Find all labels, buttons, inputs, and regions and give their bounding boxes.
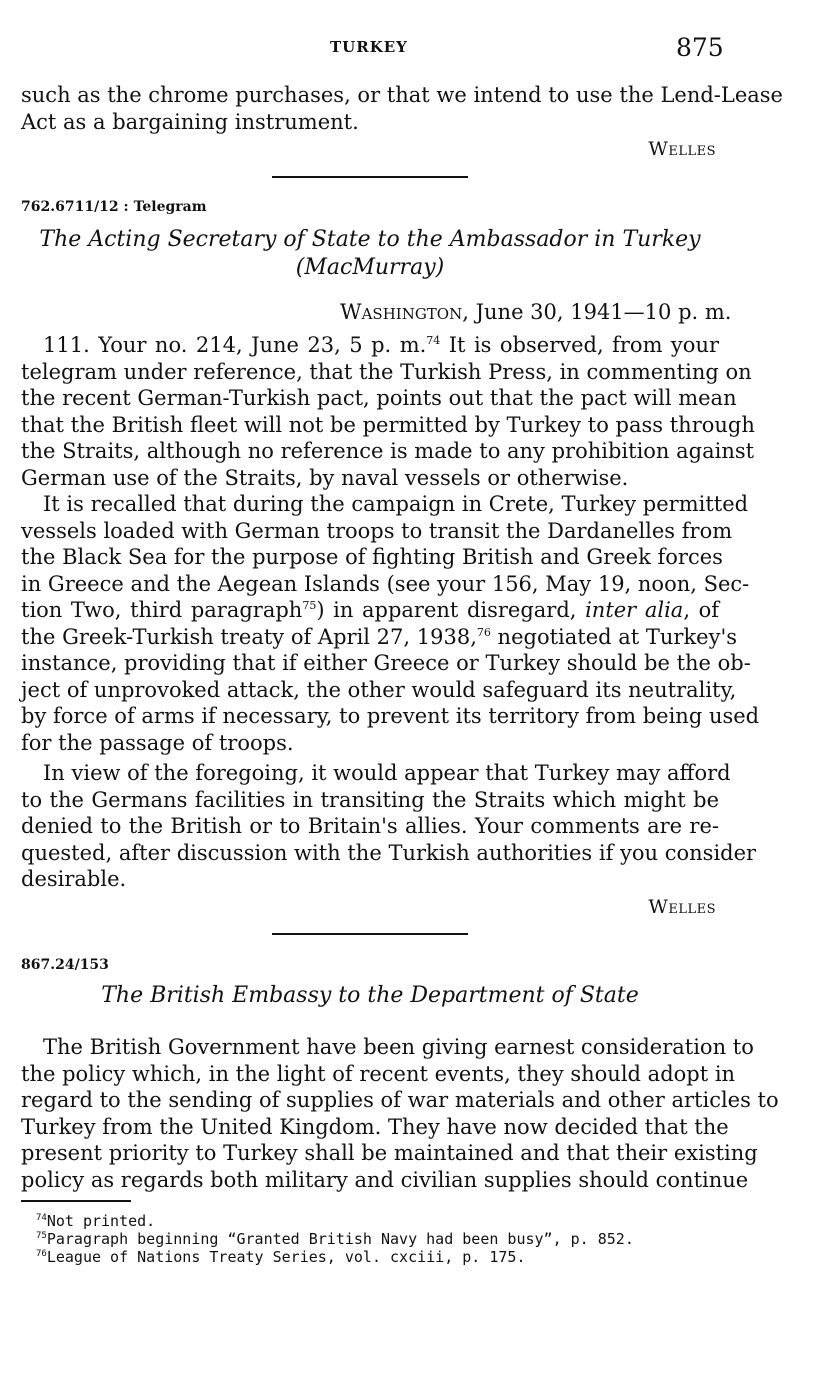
footnote-text: Paragraph beginning “Granted British Navy had been busy”, p. 852. (46, 1230, 634, 1248)
text-line: present priority to Turkey shall be maintained and that their existing (21, 1141, 758, 1165)
text-line: regard to the sending of supplies of war materials and other articles to (21, 1088, 779, 1112)
text-line: ject of unprovoked attack, the other would safeguard its neutrality, (21, 677, 737, 702)
text-line: such as the chrome purchases, or that we intend to use the Lend-Lease (21, 83, 783, 107)
document-title: The British Embassy to the Department of State (101, 983, 639, 1008)
text-span: tion Two, third paragraph (21, 598, 303, 622)
text-line: the Straits, although no reference is made to any prohibition against (21, 439, 755, 463)
text-line: The British Government have been giving earnest consideration to (43, 1035, 754, 1059)
text-line: for the passage of troops. (21, 730, 294, 755)
footnote-divider (21, 1200, 131, 1202)
dateline-date: June 30, 1941—10 p. m. (468, 300, 732, 324)
text-line: quested, after discussion with the Turkish authorities if you consider (21, 840, 757, 865)
text-line: by force of arms if necessary, to prevent its territory from being used (21, 704, 760, 728)
text-line: In view of the foregoing, it would appear that Turkey may afford (43, 761, 731, 785)
page-number: 875 (676, 33, 724, 62)
file-reference: 867.24/153 (21, 957, 109, 973)
text-line: the policy which, in the light of recent events, they should adopt in (21, 1061, 736, 1086)
text-line (21, 332, 719, 359)
text-span: It is observed, from your (440, 333, 720, 357)
text-line: desirable. (21, 867, 127, 891)
footnote-mark: 75 (36, 1231, 47, 1241)
section-divider (272, 176, 468, 178)
section-divider (272, 933, 468, 935)
running-header-title: TURKEY (330, 38, 408, 56)
footnote-75 (36, 1230, 634, 1248)
dateline (340, 300, 731, 324)
text-line: the recent German-Turkish pact, points out that the pact will mean (21, 386, 737, 410)
text-line: the Black Sea for the purpose of fighting British and Greek forces (21, 545, 723, 569)
text-line: that the British fleet will not be permitted by Turkey to pass through (21, 412, 755, 437)
latin-phrase: inter alia (585, 598, 684, 622)
dateline-place: Washington, (340, 300, 469, 324)
text-line (21, 624, 738, 651)
footnote-mark: 76 (36, 1249, 47, 1259)
document-title (21, 226, 719, 282)
embassy-paragraph-1 (21, 1034, 779, 1193)
text-span: 111. Your no. 214, June 23, 5 p. m. (43, 333, 427, 357)
file-reference: 762.6711/12 : Telegram (21, 199, 207, 215)
title-line: (MacMurray) (295, 255, 445, 280)
telegram-paragraph-3 (21, 760, 757, 893)
telegram-paragraph-2 (21, 491, 760, 756)
text-line: Turkey from the United Kingdom. They have now decided that the (21, 1114, 729, 1139)
footnote-mark: 74 (36, 1213, 47, 1223)
text-line: to the Germans facilities in transiting the Straits which might be (21, 787, 719, 812)
text-span: ) in apparent disregard, (316, 598, 586, 622)
text-span: negotiated at Turkey's (490, 624, 738, 649)
text-line: in Greece and the Aegean Islands (see your 156, May 19, noon, Sec- (21, 571, 750, 596)
footnote-text: Not printed. (46, 1212, 156, 1230)
text-line: instance, providing that if either Greece or Turkey should be the ob- (21, 651, 751, 675)
text-line: denied to the British or to Britain's allies. Your comments are re- (21, 814, 719, 838)
signature-welles: Welles (648, 138, 716, 160)
footnote-ref: 74 (426, 334, 441, 347)
text-line: telegram under reference, that the Turkish Press, in commenting on (21, 359, 752, 384)
text-line: It is recalled that during the campaign in Crete, Turkey permitted (43, 492, 749, 516)
text-line: policy as regards both military and civilian supplies should continue (21, 1167, 749, 1192)
continuation-paragraph (21, 82, 783, 135)
text-line (21, 597, 719, 624)
text-span: the Greek-Turkish treaty of April 27, 1938, (21, 624, 477, 649)
signature-welles: Welles (648, 896, 716, 918)
text-line: German use of the Straits, by naval vessels or otherwise. (21, 465, 629, 490)
footnote-ref: 76 (476, 625, 491, 639)
text-span: , of (683, 598, 720, 622)
footnote-76 (36, 1248, 525, 1266)
footnote-ref: 75 (302, 599, 317, 612)
text-line: vessels loaded with German troops to transit the Dardanelles from (21, 518, 733, 543)
text-line: Act as a bargaining instrument. (21, 109, 359, 134)
title-line: The Acting Secretary of State to the Ambassador in Turkey (39, 227, 701, 252)
footnote-74 (36, 1212, 155, 1230)
footnote-text: League of Nations Treaty Series, vol. cxciii, p. 175. (46, 1248, 526, 1266)
telegram-paragraph-1 (21, 332, 755, 491)
